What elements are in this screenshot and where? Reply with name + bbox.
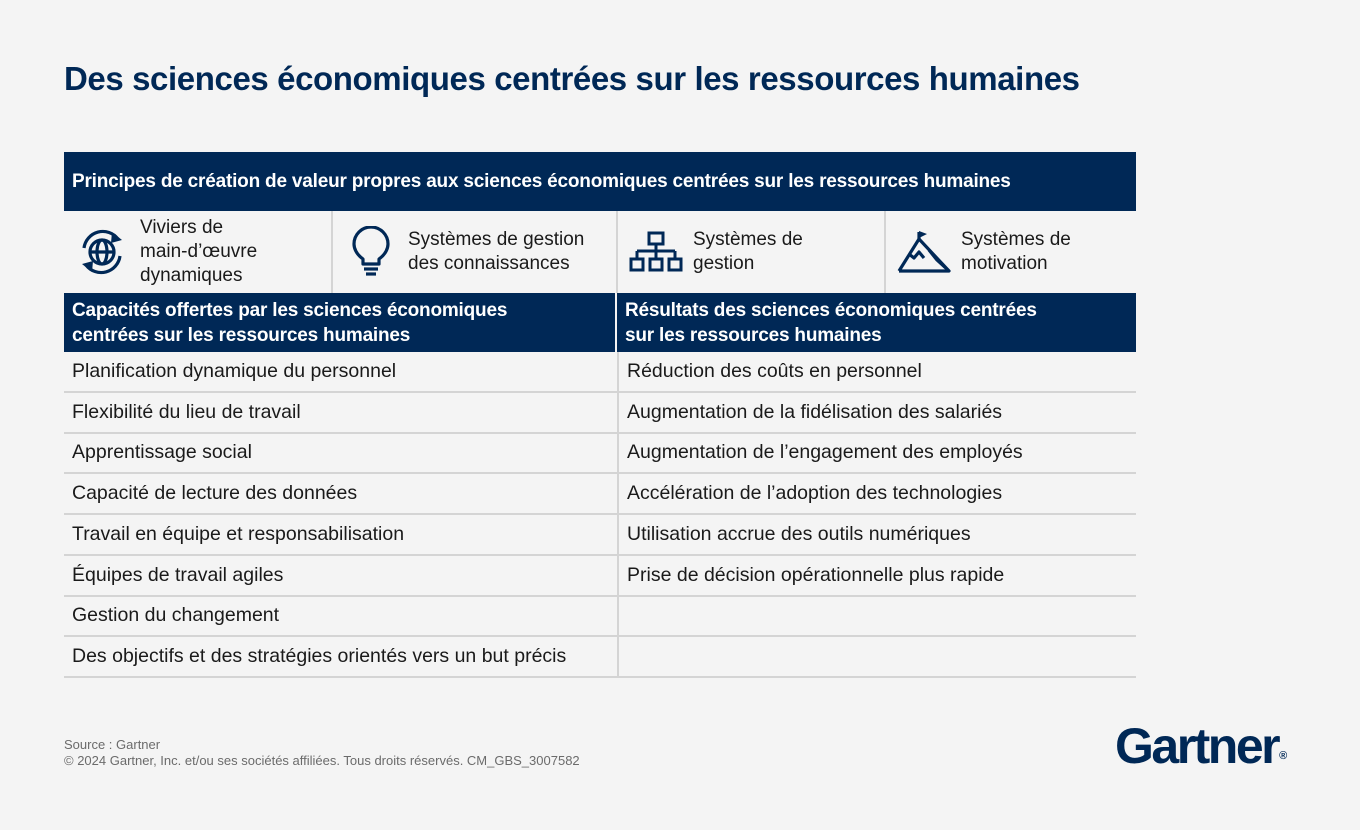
source-note: Source : Gartner xyxy=(64,737,161,752)
capability-item: Équipes de travail agiles xyxy=(64,556,617,597)
column-headers xyxy=(64,293,1136,352)
principle-label-line: Viviers de xyxy=(140,217,224,238)
capabilities-column xyxy=(64,352,619,678)
capability-item: Flexibilité du lieu de travail xyxy=(64,393,617,434)
value-table xyxy=(64,152,1136,678)
principle-label-line: Systèmes de gestion xyxy=(408,229,585,250)
copyright-note: © 2024 Gartner, Inc. et/ou ses sociétés affiliées. Tous droits réservés. CM_GBS_3007582 xyxy=(64,753,580,768)
principle-dynamic-talent-pools xyxy=(64,211,333,293)
outcome-item-empty xyxy=(619,597,1136,638)
footer xyxy=(64,737,580,769)
mountain-flag-icon xyxy=(886,230,961,274)
principle-label-line: dynamiques xyxy=(140,265,243,286)
outcomes-header xyxy=(617,293,1136,352)
principle-motivation-systems xyxy=(886,211,1136,293)
principle-label-line: gestion xyxy=(693,253,755,274)
principle-label-line: Systèmes de xyxy=(693,229,803,250)
principle-management-systems xyxy=(618,211,886,293)
outcome-item: Augmentation de l’engagement des employés xyxy=(619,434,1136,475)
principle-label-line: Systèmes de xyxy=(961,229,1071,250)
capability-item: Apprentissage social xyxy=(64,434,617,475)
outcome-item: Réduction des coûts en personnel xyxy=(619,352,1136,393)
outcomes-column xyxy=(619,352,1136,678)
registered-mark: ® xyxy=(1279,750,1288,762)
globe-cycle-icon xyxy=(64,224,140,280)
capabilities-header xyxy=(64,293,617,352)
capability-item: Planification dynamique du personnel xyxy=(64,352,617,393)
header-line: sur les ressources humaines xyxy=(625,325,882,346)
header-line: centrées sur les ressources humaines xyxy=(72,325,411,346)
page-title: Des sciences économiques centrées sur les ressources humaines xyxy=(64,60,1080,97)
outcome-item: Accélération de l’adoption des technologies xyxy=(619,474,1136,515)
gartner-logo xyxy=(1115,717,1287,775)
logo-text: Gartner xyxy=(1115,718,1279,774)
principle-label-line: main-d’œuvre xyxy=(140,241,258,262)
outcome-item: Utilisation accrue des outils numériques xyxy=(619,515,1136,556)
header-line: Résultats des sciences économiques centrées xyxy=(625,300,1037,321)
principle-knowledge-systems xyxy=(333,211,618,293)
principle-label-line: des connaissances xyxy=(408,253,570,274)
header-line: Capacités offertes par les sciences économiques xyxy=(72,300,508,321)
capability-item: Capacité de lecture des données xyxy=(64,474,617,515)
outcome-item: Prise de décision opérationnelle plus rapide xyxy=(619,556,1136,597)
capability-item: Gestion du changement xyxy=(64,597,617,638)
table-body xyxy=(64,352,1136,678)
lightbulb-icon xyxy=(333,226,408,278)
capability-item: Travail en équipe et responsabilisation xyxy=(64,515,617,556)
principles-header: Principes de création de valeur propres aux sciences économiques centrées sur les ressources humaines xyxy=(64,152,1136,211)
principles-row xyxy=(64,211,1136,293)
principle-label-line: motivation xyxy=(961,253,1048,274)
outcome-item: Augmentation de la fidélisation des salariés xyxy=(619,393,1136,434)
capability-item: Des objectifs et des stratégies orientés vers un but précis xyxy=(64,637,617,678)
org-chart-icon xyxy=(618,231,693,273)
outcome-item-empty xyxy=(619,637,1136,678)
